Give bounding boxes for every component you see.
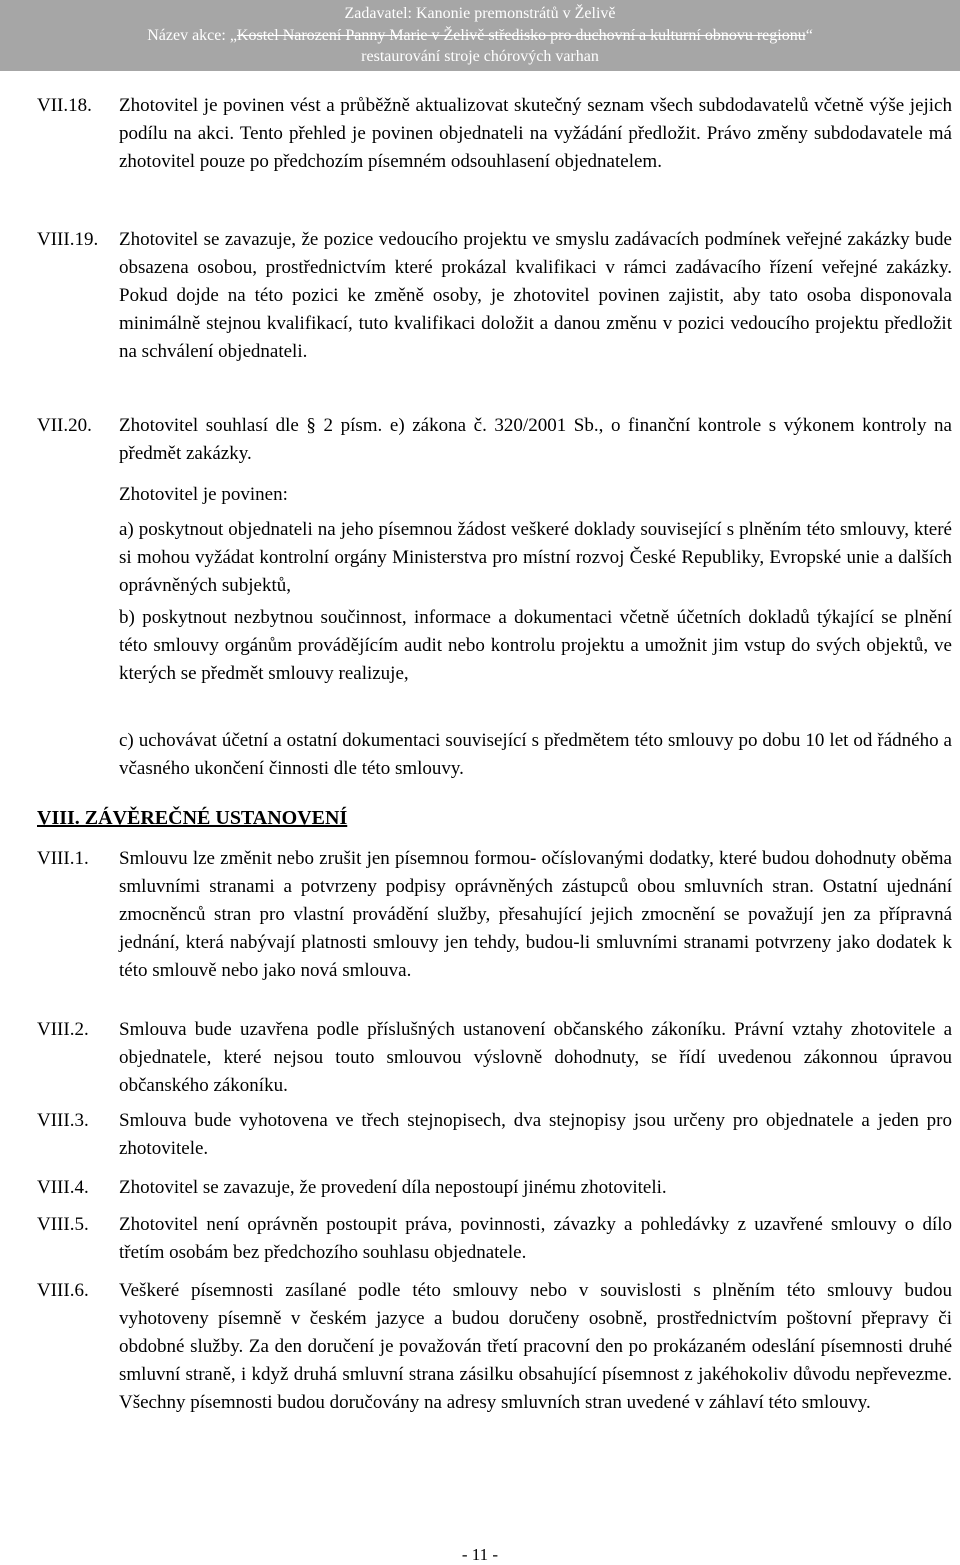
- clause-text: Veškeré písemnosti zasílané podle této smlouvy nebo v souvislosti s plněním této smlouvy budou vyhotoveny písemně v českém jazyce a budou doručeny osobně, prostřednictvím poštovní přepravy či obdobné služby. Za den doručení je považován třetí pracovní den po prokázaném odeslání písemnosti druhé smluvní straně, i když druhá smluvní strana zásilku obsahující písemnost z jakéhokoliv důvodu nepřevezme. Všechny písemnosti budou doručovány na adresy smluvních stran uvedené v záhlaví této smlouvy.: [119, 1280, 952, 1413]
- clause-viii-3: [37, 1107, 952, 1163]
- clause-number: VIII.4.: [37, 1177, 89, 1198]
- header-project-prefix: Název akce: „: [147, 26, 237, 44]
- clause-viii-1: [37, 845, 952, 985]
- clause-vii-20: [37, 412, 952, 468]
- clause-viii-19: [37, 226, 952, 366]
- clause-viii-4: [37, 1174, 952, 1202]
- clause-number: VIII.5.: [37, 1214, 89, 1235]
- page-header: [0, 0, 960, 71]
- clause-number: VIII.2.: [37, 1019, 89, 1040]
- clause-number: VIII.3.: [37, 1110, 89, 1131]
- obligations-intro: Zhotovitel je povinen:: [119, 484, 288, 505]
- clause-number: VII.20.: [37, 415, 92, 436]
- clause-number: VII.18.: [37, 95, 92, 116]
- clause-text: Smlouva bude vyhotovena ve třech stejnopisech, dva stejnopisy jsou určeny pro objednatele a jeden pro zhotovitele.: [119, 1110, 952, 1159]
- clause-text: Zhotovitel se zavazuje, že pozice vedoucího projektu ve smyslu zadávacích podmínek veřejné zakázky bude obsazena osobou, prostřednictvím které prokázal kvalifikaci v rámci zadávacího řízení veřejné zakázky. Pokud dojde na této pozici ke změně osoby, je zhotovitel povinen zajistit, aby tato osoba disponovala minimálně stejnou kvalifikací, tuto kvalifikaci doložit a danou změnu v pozici vedoucího projektu předložit na schválení objednateli.: [119, 229, 952, 362]
- clause-text: Zhotovitel není oprávněn postoupit práva, povinnosti, závazky a pohledávky z uzavřené smlouvy o dílo třetím osobám bez předchozího souhlasu objednatele.: [119, 1214, 952, 1263]
- clause-number: VIII.1.: [37, 848, 89, 869]
- section-title: VIII. ZÁVĚREČNÉ USTANOVENÍ: [37, 807, 348, 829]
- clause-viii-5: [37, 1211, 952, 1267]
- header-project-name: [0, 25, 960, 47]
- clause-vii-18: [37, 92, 952, 176]
- clause-text: Zhotovitel se zavazuje, že provedení díla nepostoupí jinému zhotoviteli.: [119, 1177, 667, 1198]
- header-project-subtitle: restaurování stroje chórových varhan: [361, 48, 599, 65]
- header-contracting-authority: Zadavatel: Kanonie premonstrátů v Želivě: [344, 5, 616, 22]
- clause-text: Zhotovitel souhlasí dle § 2 písm. e) zákona č. 320/2001 Sb., o finanční kontrole s výkonem kontroly na předmět zakázky.: [119, 415, 952, 464]
- clause-number: VIII.19.: [37, 229, 99, 250]
- obligation-item-b: b) poskytnout nezbytnou součinnost, informace a dokumentaci včetně účetních dokladů týkající se plnění této smlouvy orgánům provádějícím audit nebo kontrolu projektu a umožnit jim vstup do svých objektů, ve kterých se předmět smlouvy realizuje,: [119, 607, 952, 684]
- clause-viii-2: [37, 1016, 952, 1100]
- obligation-item-c: c) uchovávat účetní a ostatní dokumentaci související s předmětem této smlouvy po dobu 10 let od řádného a včasného ukončení činnosti dle této smlouvy.: [119, 730, 952, 779]
- page-number: - 11 -: [461, 1545, 499, 1564]
- clause-text: Smlouvu lze změnit nebo zrušit jen písemnou formou- očíslovanými dodatky, které budou dohodnuty oběma smluvními stranami a potvrzeny podpisy oprávněných zástupců obou smluvních stran. Ostatní ujednání zmocněnců stran pro vlastní provádění služby, přesahující jejich zmocnění se považují jen za přípravná jednání, která nabývají platnosti smlouvy jen tehdy, budou-li smluvními stranami potvrzeny jako dodatek k této smlouvě nebo jako nová smlouva.: [119, 848, 952, 981]
- clause-text: Zhotovitel je povinen vést a průběžně aktualizovat skutečný seznam všech subdodavatelů včetně výše jejich podílu na akci. Tento přehled je povinen objednateli na vyžádání předložit. Právo změny subdodavatele má zhotovitel pouze po předchozím písemném odsouhlasení objednatelem.: [119, 95, 952, 172]
- obligation-item-a: a) poskytnout objednateli na jeho písemnou žádost veškeré doklady související s plněním této smlouvy, které si mohou vyžádat kontrolní orgány Ministerstva pro místní rozvoj České Republiky, Evropské unie a dalších oprávněných subjektů,: [119, 519, 952, 596]
- clause-viii-6: [37, 1277, 952, 1417]
- clause-text: Smlouva bude uzavřena podle příslušných ustanovení občanského zákoníku. Právní vztahy zhotovitele a objednatele, které nejsou touto smlouvou výslovně dohodnuty, se řídí uvedenou zákonnou úpravou občanského zákoníku.: [119, 1019, 952, 1096]
- header-project-title: Kostel Narození Panny Marie v Želivě středisko pro duchovní a kulturní obnovu regionu: [236, 26, 806, 44]
- header-project-suffix: “: [805, 26, 813, 44]
- clause-number: VIII.6.: [37, 1280, 89, 1301]
